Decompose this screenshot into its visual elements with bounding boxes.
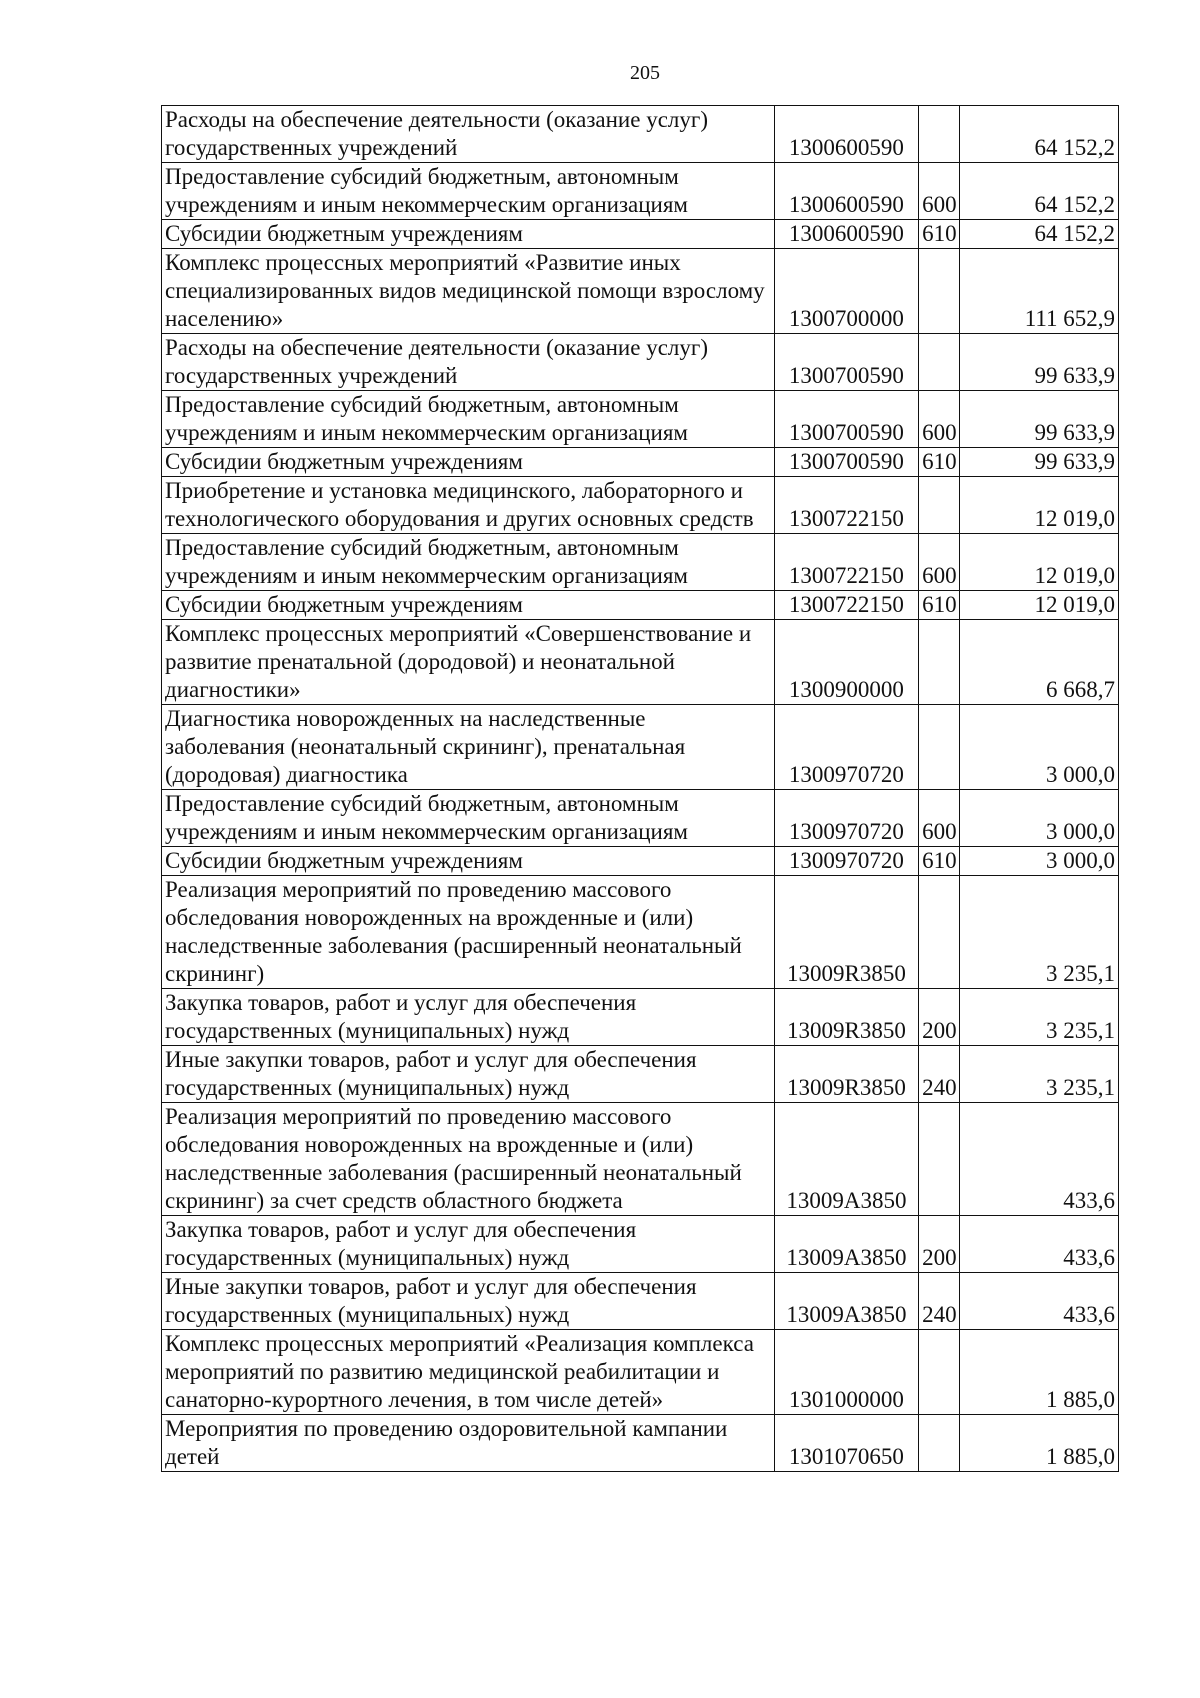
- row-type: [919, 1330, 960, 1415]
- row-sum: 12 019,0: [960, 477, 1119, 534]
- row-name: Комплекс процессных мероприятий «Совершенствование и развитие пренатальной (дородовой) и неонатальной диагностики»: [162, 620, 775, 705]
- row-type: [919, 1103, 960, 1216]
- row-type: 240: [919, 1273, 960, 1330]
- row-name: Иные закупки товаров, работ и услуг для обеспечения государственных (муниципальных) нужд: [162, 1046, 775, 1103]
- row-code: 13009R3850: [774, 989, 918, 1046]
- row-name: Реализация мероприятий по проведению массового обследования новорожденных на врожденные и (или) наследственные заболевания (расширенный неонатальный скрининг) за счет средств областного бюджета: [162, 1103, 775, 1216]
- row-sum: 99 633,9: [960, 334, 1119, 391]
- table-row: [162, 391, 1119, 448]
- row-type: 200: [919, 989, 960, 1046]
- row-code: 1300600590: [774, 220, 918, 249]
- row-code: 1300970720: [774, 790, 918, 847]
- row-name: Диагностика новорожденных на наследственные заболевания (неонатальный скрининг), пренатальная (дородовая) диагностика: [162, 705, 775, 790]
- row-name: Предоставление субсидий бюджетным, автономным учреждениям и иным некоммерческим организациям: [162, 534, 775, 591]
- row-type: [919, 106, 960, 163]
- table-row: [162, 591, 1119, 620]
- table-row: [162, 1216, 1119, 1273]
- row-type: 200: [919, 1216, 960, 1273]
- row-sum: 12 019,0: [960, 591, 1119, 620]
- row-sum: 3 000,0: [960, 847, 1119, 876]
- table-row: [162, 534, 1119, 591]
- table-row: [162, 220, 1119, 249]
- row-name: Комплекс процессных мероприятий «Реализация комплекса мероприятий по развитию медицинской реабилитации и санаторно-курортного лечения, в том числе детей»: [162, 1330, 775, 1415]
- row-name: Предоставление субсидий бюджетным, автономным учреждениям и иным некоммерческим организациям: [162, 790, 775, 847]
- row-sum: 3 235,1: [960, 1046, 1119, 1103]
- row-code: 1300600590: [774, 106, 918, 163]
- row-name: Комплекс процессных мероприятий «Развитие иных специализированных видов медицинской помощи взрослому населению»: [162, 249, 775, 334]
- table-row: [162, 106, 1119, 163]
- table-row: [162, 705, 1119, 790]
- row-type: 600: [919, 163, 960, 220]
- row-type: [919, 876, 960, 989]
- row-sum: 64 152,2: [960, 220, 1119, 249]
- row-code: 1300970720: [774, 847, 918, 876]
- table-row: [162, 876, 1119, 989]
- row-code: 1300722150: [774, 591, 918, 620]
- table-row: [162, 790, 1119, 847]
- table-row: [162, 620, 1119, 705]
- row-sum: 3 235,1: [960, 876, 1119, 989]
- row-name: Субсидии бюджетным учреждениям: [162, 220, 775, 249]
- row-name: Приобретение и установка медицинского, лабораторного и технологического оборудования и других основных средств: [162, 477, 775, 534]
- row-code: 13009A3850: [774, 1216, 918, 1273]
- row-type: 600: [919, 391, 960, 448]
- row-code: 1300900000: [774, 620, 918, 705]
- row-sum: 99 633,9: [960, 391, 1119, 448]
- table-row: [162, 334, 1119, 391]
- row-code: 1301070650: [774, 1415, 918, 1472]
- row-sum: 3 000,0: [960, 790, 1119, 847]
- row-sum: 1 885,0: [960, 1415, 1119, 1472]
- row-code: 1300700590: [774, 448, 918, 477]
- page-number: 205: [630, 62, 660, 84]
- row-code: 1300722150: [774, 477, 918, 534]
- row-sum: 111 652,9: [960, 249, 1119, 334]
- table-row: [162, 163, 1119, 220]
- row-name: Расходы на обеспечение деятельности (оказание услуг) государственных учреждений: [162, 106, 775, 163]
- row-type: [919, 477, 960, 534]
- row-code: 13009R3850: [774, 1046, 918, 1103]
- table-row: [162, 249, 1119, 334]
- row-sum: 64 152,2: [960, 163, 1119, 220]
- row-sum: 12 019,0: [960, 534, 1119, 591]
- row-type: 610: [919, 220, 960, 249]
- row-type: 610: [919, 591, 960, 620]
- table-row: [162, 1046, 1119, 1103]
- row-name: Закупка товаров, работ и услуг для обеспечения государственных (муниципальных) нужд: [162, 989, 775, 1046]
- row-name: Закупка товаров, работ и услуг для обеспечения государственных (муниципальных) нужд: [162, 1216, 775, 1273]
- table-row: [162, 847, 1119, 876]
- row-type: 610: [919, 448, 960, 477]
- row-code: 1300700000: [774, 249, 918, 334]
- row-name: Субсидии бюджетным учреждениям: [162, 847, 775, 876]
- row-code: 13009A3850: [774, 1273, 918, 1330]
- table-row: [162, 1103, 1119, 1216]
- table-row: [162, 989, 1119, 1046]
- row-code: 1300600590: [774, 163, 918, 220]
- table-row: [162, 448, 1119, 477]
- row-sum: 433,6: [960, 1103, 1119, 1216]
- row-type: [919, 620, 960, 705]
- row-sum: 3 235,1: [960, 989, 1119, 1046]
- row-sum: 433,6: [960, 1216, 1119, 1273]
- row-code: 13009R3850: [774, 876, 918, 989]
- row-sum: 1 885,0: [960, 1330, 1119, 1415]
- row-type: 600: [919, 534, 960, 591]
- row-type: 600: [919, 790, 960, 847]
- budget-table: [161, 105, 1119, 1472]
- row-code: 13009A3850: [774, 1103, 918, 1216]
- row-name: Предоставление субсидий бюджетным, автономным учреждениям и иным некоммерческим организациям: [162, 163, 775, 220]
- row-name: Расходы на обеспечение деятельности (оказание услуг) государственных учреждений: [162, 334, 775, 391]
- row-sum: 433,6: [960, 1273, 1119, 1330]
- row-name: Предоставление субсидий бюджетным, автономным учреждениям и иным некоммерческим организациям: [162, 391, 775, 448]
- row-type: 610: [919, 847, 960, 876]
- row-code: 1300722150: [774, 534, 918, 591]
- row-sum: 6 668,7: [960, 620, 1119, 705]
- row-name: Реализация мероприятий по проведению массового обследования новорожденных на врожденные и (или) наследственные заболевания (расширенный неонатальный скрининг): [162, 876, 775, 989]
- row-name: Мероприятия по проведению оздоровительной кампании детей: [162, 1415, 775, 1472]
- row-type: [919, 249, 960, 334]
- row-code: 1300700590: [774, 391, 918, 448]
- row-type: 240: [919, 1046, 960, 1103]
- row-sum: 64 152,2: [960, 106, 1119, 163]
- row-sum: 99 633,9: [960, 448, 1119, 477]
- row-type: [919, 334, 960, 391]
- row-name: Иные закупки товаров, работ и услуг для обеспечения государственных (муниципальных) нужд: [162, 1273, 775, 1330]
- row-type: [919, 705, 960, 790]
- table-row: [162, 477, 1119, 534]
- row-sum: 3 000,0: [960, 705, 1119, 790]
- table-row: [162, 1330, 1119, 1415]
- table-row: [162, 1273, 1119, 1330]
- row-name: Субсидии бюджетным учреждениям: [162, 448, 775, 477]
- row-code: 1301000000: [774, 1330, 918, 1415]
- row-code: 1300700590: [774, 334, 918, 391]
- row-name: Субсидии бюджетным учреждениям: [162, 591, 775, 620]
- row-code: 1300970720: [774, 705, 918, 790]
- row-type: [919, 1415, 960, 1472]
- table-row: [162, 1415, 1119, 1472]
